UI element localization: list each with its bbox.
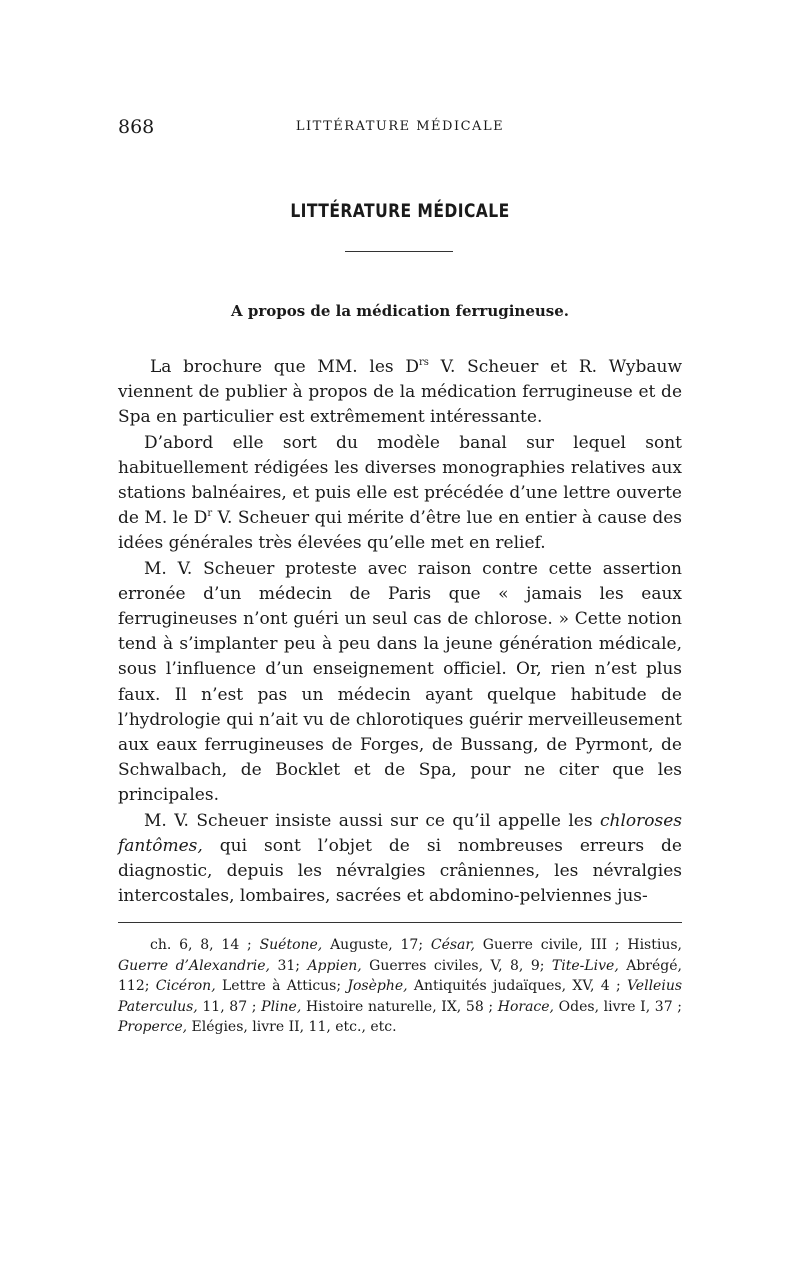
footnote-citation-text: Abrégé, 112; [118, 957, 682, 994]
footnote-citation-text: Antiquités judaïques, XV, 4 ; [407, 978, 627, 994]
footnote-citation-text: Guerres civiles, V, 8, 9; [361, 957, 552, 974]
footnote-citation-author: Josèphe, [347, 978, 408, 994]
footnote-citation-text: Elégies, livre II, 11, etc., etc. [187, 1019, 397, 1035]
paragraph: La brochure que MM. les $D^{rs}$ V. Scheuer et R. Wybauw viennent de publier à propos de la médication ferrugineuse et de Spa en particulier est extrêmement intéressante. [118, 357, 682, 428]
article-subtitle: A propos de la médication ferrugineuse. [231, 302, 569, 320]
footnote-citation-author: Velleius Paterculus, [118, 978, 683, 1015]
footnote-citation-text: Odes, livre I, 37 ; [554, 998, 682, 1015]
footnote-citation-author: Pline, [261, 998, 302, 1015]
footnote-divider [118, 922, 682, 923]
footnote-citation-text: Auguste, 17; [322, 937, 431, 953]
footnote-citation-text: 31; [270, 957, 308, 974]
footnote-citation-author: Properce, [118, 1019, 188, 1035]
running-title: LITTÉRATURE MÉDICALE [295, 119, 505, 134]
footnote-citation-text: 11, 87 ; [197, 998, 262, 1015]
page-number: 868 [118, 116, 155, 138]
paragraph: D’abord elle sort du modèle banal sur lequel sont habituellement rédigées les diverses monographies relatives aux stations balnéaires, et puis elle est précédée d’une lettre ouverte de M. le $D^r$ V. Scheuer qui mérite d’être lue en entier à cause des idées générales très élevées qu’elle met en relief. [118, 432, 682, 554]
footnote-citation-text: ch. 6, 8, 14 ; [150, 937, 260, 953]
footnote-citation-text: Guerre civile, III ; Histius, [475, 937, 683, 953]
paragraph: M. V. Scheuer insiste aussi sur ce qu’il appelle les chloroses fantômes, qui sont l’objet de si nombreuses erreurs de diagnostic, depuis les névralgies crâniennes, les névralgies intercostales, lombaires, sacrées et abdomino-pelviennes jus- [118, 810, 682, 907]
footnote-citation-author: César, [430, 937, 475, 953]
title-divider [345, 251, 453, 252]
footnote-citation-author: Appien, [307, 957, 362, 974]
paragraph: M. V. Scheuer proteste avec raison contre cette assertion erronée d’un médecin de Paris que « jamais les eaux ferrugineuses n’ont guéri un seul cas de chlorose. » Cette notion tend à s’implanter peu à peu dans la jeune génération médicale, sous l’influence d’un enseignement officiel. Or, rien n’est plus faux. Il n’est pas un médecin ayant quelque habitude de l’hydrologie qui n’ait vu de chlorotiques guérir merveilleusement aux eaux ferrugineuses de Forges, de Bussang, de Pyrmont, de Schwalbach, de Bocklet et de Spa, pour ne citer que les principales. [118, 558, 682, 806]
footnote-citation-author: Cicéron, [155, 978, 216, 994]
footnote-citation-text: Histoire naturelle, IX, 58 ; [301, 998, 498, 1015]
footnote-citation-author: Horace, [497, 998, 555, 1015]
section-title: LITTÉRATURE MÉDICALE [290, 200, 510, 222]
footnote-citation-author: Suétone, [259, 937, 323, 953]
article-body [118, 355, 682, 909]
footnote-text [118, 935, 682, 1038]
running-header [118, 116, 682, 142]
footnote-citation-author: Guerre d’Alexandrie, [118, 957, 271, 974]
footnote [118, 935, 682, 1038]
footnote-citation-text: Lettre à Atticus; [215, 978, 348, 994]
footnote-citation-author: Tite-Live, [551, 957, 619, 974]
